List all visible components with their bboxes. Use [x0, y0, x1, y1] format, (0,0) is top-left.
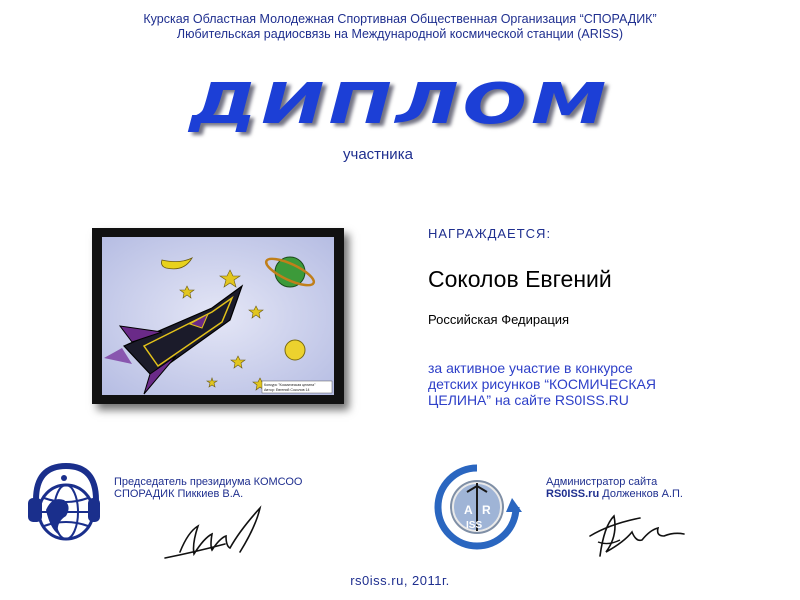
- drawing-caption-2: Автор: Евгений Соколов 14: [264, 388, 310, 392]
- left-signatory: [114, 476, 303, 500]
- diploma-title: ДИПЛОМ: [189, 72, 611, 137]
- space-drawing: [92, 228, 344, 404]
- left-signatory-title: Председатель президиума КОМСОО: [114, 476, 303, 488]
- award-reason-line: за активное участие в конкурсе: [428, 360, 633, 376]
- recipient-country: Российская Федирация: [428, 312, 570, 327]
- organization-name: Курская Областная Молодежная Спортивная Общественная Организация “СПОРАДИК”: [143, 12, 657, 26]
- award-reason: [428, 360, 788, 408]
- left-signatory-name: СПОРАДИК Пиккиев В.А.: [114, 488, 244, 500]
- organization-subtitle: Любительская радиосвязь на Международной космической станции (ARISS): [176, 27, 624, 41]
- sporadik-logo-icon: [22, 460, 102, 555]
- drawing-caption-1: Конкурс "Космическая целина": [264, 383, 316, 387]
- ariss-logo-icon: [432, 462, 522, 552]
- award-reason-line: детских рисунков “КОСМИЧЕСКАЯ: [428, 376, 656, 392]
- award-reason-line: ЦЕЛИНА” на сайте RS0ISS.RU: [428, 392, 629, 408]
- ariss-letter-r: R: [482, 503, 491, 517]
- recipient-name: Соколов Евгений: [428, 266, 612, 292]
- ariss-letter-a: A: [464, 503, 473, 517]
- diploma-subtitle: участника: [343, 146, 413, 163]
- drawing-frame: [92, 228, 344, 404]
- right-signatory-site: RS0ISS.ru: [546, 488, 600, 500]
- ariss-letters-iss: ISS: [466, 520, 483, 531]
- sun-shape: [285, 340, 305, 360]
- footer-text: rs0iss.ru, 2011г.: [350, 573, 450, 588]
- awarded-label: НАГРАЖДАЕТСЯ:: [428, 226, 552, 241]
- left-signature-icon: [160, 500, 300, 570]
- right-signatory-title: Администратор сайта: [546, 476, 658, 488]
- planet-shape: [275, 257, 305, 287]
- right-signature-icon: [580, 496, 710, 566]
- right-signatory-name: Долженков А.П.: [599, 488, 683, 500]
